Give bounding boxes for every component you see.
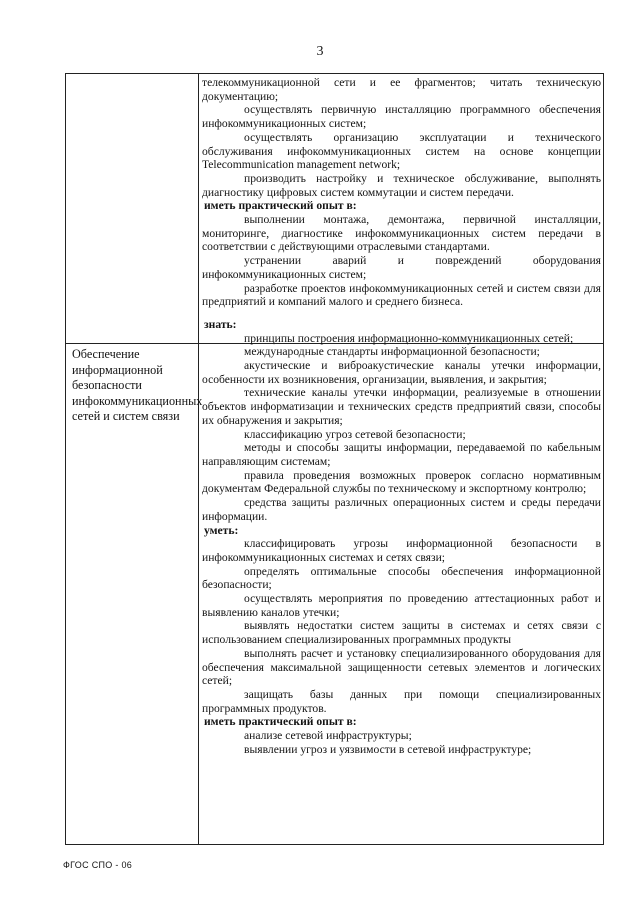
list-item: защищать базы данных при помощи специализированных программных продуктов. xyxy=(202,687,601,715)
paragraph: производить настройку и техническое обслуживание, выполнять диагностику цифровых систем коммутации и систем передачи. xyxy=(202,171,601,199)
know-heading: знать: xyxy=(204,317,237,331)
practice-heading: иметь практический опыт в: xyxy=(204,715,357,729)
list-item: анализе сетевой инфраструктуры; xyxy=(244,729,412,743)
list-item: выполнять расчет и установку специализированного оборудования для обеспечения максимальной защищенности сетевых элементов и логических сетей; xyxy=(202,646,601,688)
page-number: 3 xyxy=(316,44,324,59)
competency-table xyxy=(65,73,604,845)
footer-code: ФГОС СПО - 06 xyxy=(63,860,133,870)
module-title: Обеспечение информационной безопасности инфокоммуникационных сетей и систем связи xyxy=(72,347,203,423)
paragraph: телекоммуникационной сети и ее фрагментов; читать техническую документацию; xyxy=(202,76,601,103)
list-item: разработке проектов инфокоммуникационных сетей и систем связи для предприятий и компаний малого и среднего бизнеса. xyxy=(202,281,601,309)
list-item: технические каналы утечки информации, реализуемые в отношении объектов информатизации и технических средств предприятий связи, способы их обнаружения и закрытия; xyxy=(202,386,601,427)
list-item: акустические и виброакустические каналы утечки информации, особенности их возникновения, организации, выявления, и закрытия; xyxy=(202,359,601,386)
list-item: определять оптимальные способы обеспечения информационной безопасности; xyxy=(202,564,601,592)
list-item: устранении аварий и повреждений оборудования инфокоммуникационных систем; xyxy=(202,254,601,281)
paragraph: осуществлять первичную инсталляцию программного обеспечения инфокоммуникационных систем; xyxy=(202,103,601,131)
list-item: выявлении угроз и уязвимости в сетевой инфраструктуре; xyxy=(244,742,532,756)
list-item: осуществлять мероприятия по проведению аттестационных работ и выявлению каналов утечки; xyxy=(202,592,601,619)
list-item: методы и способы защиты информации, передаваемой по кабельным направляющим системам; xyxy=(202,441,601,468)
list-item: классифицировать угрозы информационной безопасности в инфокоммуникационных системах и сетях связи; xyxy=(202,537,601,564)
can-heading: уметь: xyxy=(204,523,239,537)
column-divider xyxy=(198,74,199,844)
list-item: классификацию угроз сетевой безопасности; xyxy=(244,427,466,441)
list-item: международные стандарты информационной безопасности; xyxy=(244,345,540,359)
paragraph: осуществлять организацию эксплуатации и технического обслуживания инфокоммуникационных систем на основе концепции Telecommunication management network; xyxy=(202,130,601,172)
list-item: принципы построения информационно-коммуникационных сетей; xyxy=(244,331,574,345)
list-item: выявлять недостатки систем защиты в системах и сетях связи с использованием специализированных программных продукты xyxy=(202,619,601,647)
requirements-cell xyxy=(202,76,601,756)
practice-heading: иметь практический опыт в: xyxy=(204,199,357,213)
list-item: выполнении монтажа, демонтажа, первичной инсталляции, мониторинге, диагностике инфокоммуникационных систем передачи в соответствии с действующими отраслевыми стандартами. xyxy=(202,213,601,254)
list-item: средства защиты различных операционных систем и среды передачи информации. xyxy=(202,496,601,523)
list-item: правила проведения возможных проверок согласно нормативным документам Федеральной службы по техническому и экспортному контролю; xyxy=(202,468,601,496)
